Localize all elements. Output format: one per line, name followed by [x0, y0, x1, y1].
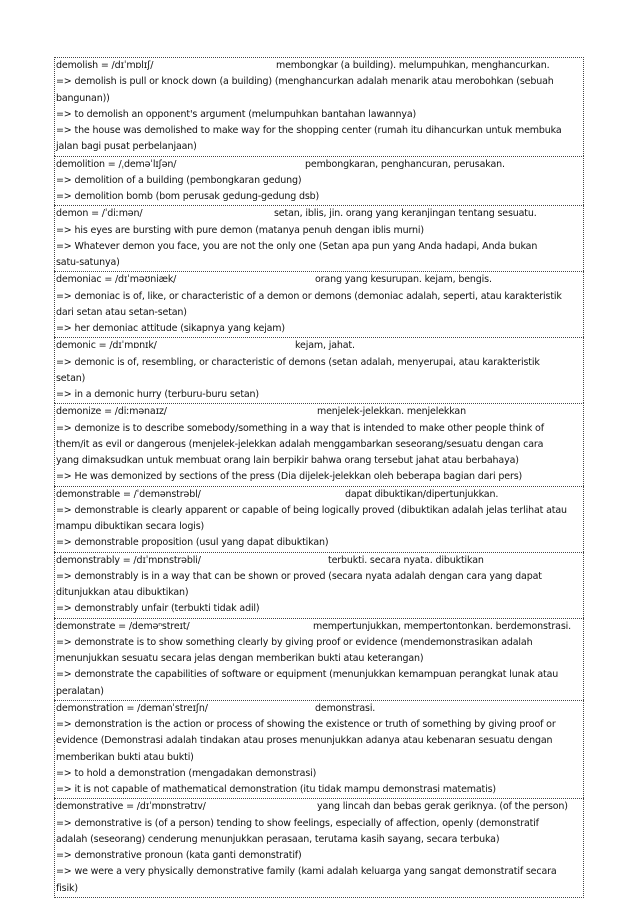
entry-meaning: mempertunjukkan, mempertontonkan. berdemonstrasi.	[313, 620, 571, 632]
entry-example-line: evidence (Demonstrasi adalah tindakan atau proses menunjukkan adanya atau kebenaran sesuatu dengan	[56, 735, 553, 747]
entry-example-line: => Whatever demon you face, you are not the only one (Setan apa pun yang Anda hadapi, Anda bukan	[56, 240, 538, 252]
entry-example-line: => He was demonized by sections of the press (Dia dijelek-jelekkan oleh beberapa bagian dari pers)	[56, 471, 523, 483]
entry-example-line: menunjukkan sesuatu secara jelas dengan memberikan bukti atau keterangan)	[56, 653, 424, 664]
entry-example-line: => in a demonic hurry (terburu-buru setan)	[56, 389, 259, 400]
dictionary-entry	[54, 552, 584, 618]
entry-example-line: peralatan)	[56, 685, 104, 697]
entry-example-line: => demonstrably is in a way that can be shown or proved (secara nyata adalah dengan cara yang dapat	[56, 570, 542, 582]
entry-meaning: orang yang kesurupan. kejam, bengis.	[315, 274, 492, 286]
entry-example-line: yang dimaksudkan untuk membuat orang lain berpikir bahwa orang tersebut jahat atau berbahaya)	[56, 455, 519, 466]
entry-heading	[55, 799, 583, 815]
entry-example-line: ditunjukkan atau dibuktikan)	[56, 587, 189, 598]
entry-meaning: pembongkaran, penghancuran, perusakan.	[305, 158, 505, 170]
dictionary-entry	[54, 798, 584, 898]
entry-example-line: => to hold a demonstration (mengadakan demonstrasi)	[56, 767, 317, 779]
entry-meaning: kejam, jahat.	[295, 340, 355, 352]
entry-example-line: => demonstrate is to show something clearly by giving proof or evidence (mendemonstrasikan adalah	[56, 636, 533, 648]
entry-example-line: => demonstrative pronoun (kata ganti demonstratif)	[56, 850, 302, 861]
entry-heading	[55, 206, 583, 222]
entry-meaning: dapat dibuktikan/dipertunjukkan.	[345, 488, 499, 500]
entry-example-line: dari setan atau setan-setan)	[56, 306, 187, 318]
entry-heading	[55, 553, 583, 569]
entry-term: demonstration = /demanˈstreɪʃn/	[56, 702, 208, 714]
entry-example-line: => demonstrable proposition (usul yang dapat dibuktikan)	[56, 537, 329, 549]
entry-heading	[55, 272, 583, 288]
entry-example-line: => the house was demolished to make way for the shopping center (rumah itu dihancurkan untuk membuka	[56, 125, 562, 136]
entry-example-line: => demonstrably unfair (terbukti tidak adil)	[56, 603, 260, 615]
dictionary-entry	[54, 156, 584, 206]
entry-example-line: => demoniac is of, like, or characteristic of a demon or demons (demoniac adalah, seperti, atau karakteristik	[56, 290, 562, 302]
entry-term: demoniac = /dɪˈməʊniæk/	[56, 274, 177, 286]
entry-term: demonstrate = /deməⁿstreɪt/	[56, 620, 190, 632]
entry-example-line: fisik)	[56, 882, 78, 894]
entry-example-line: them/it as evil or dangerous (menjelek-jelekkan adalah menggambarkan seseorang/sesuatu dengan cara	[56, 438, 544, 450]
entry-heading	[55, 701, 583, 717]
dictionary-entry	[54, 700, 584, 799]
dictionary-table	[54, 57, 584, 898]
entry-term: demonic = /dɪˈmɒnɪk/	[56, 340, 157, 352]
entry-example-line: => demonic is of, resembling, or characteristic of demons (setan adalah, menyerupai, atau karakteristik	[56, 356, 540, 368]
entry-term: demolition = /ˌdeməˈlɪʃən/	[56, 158, 177, 170]
entry-example-line: => demonstrative is (of a person) tending to show feelings, especially of affection, openly (demonstratif	[56, 817, 539, 829]
entry-example-line: jalan bagi pusat perbelanjaan)	[56, 141, 197, 153]
entry-example-line: => demolish is pull or knock down (a building) (menghancurkan adalah menarik atau merobohkan (sebuah	[56, 76, 554, 88]
dictionary-entry	[54, 618, 584, 700]
entry-term: demonstrative = /dɪˈmɒnstrətɪv/	[56, 801, 206, 813]
entry-example-line: => we were a very physically demonstrative family (kami adalah keluarga yang sangat demonstratif secara	[56, 866, 557, 878]
entry-example-line: => to demolish an opponent's argument (melumpuhkan bantahan lawannya)	[56, 108, 417, 120]
entry-term: demon = /ˈdiːmən/	[56, 208, 143, 220]
entry-example-line: => demonstration is the action or process of showing the existence or truth of something by giving proof or	[56, 719, 556, 730]
entry-example-line: => his eyes are bursting with pure demon (matanya penuh dengan iblis murni)	[56, 224, 424, 236]
dictionary-entry	[54, 205, 584, 271]
entry-term: demolish = /dɪˈmɒlɪʃ/	[56, 60, 154, 71]
entry-heading	[55, 338, 583, 354]
dictionary-entry	[54, 271, 584, 337]
entry-example-line: => demonstrable is clearly apparent or capable of being logically proved (dibuktikan adalah jelas terlihat atau	[56, 504, 567, 516]
dictionary-entry	[54, 403, 584, 485]
entry-example-line: => demonize is to describe somebody/something in a way that is intended to make other people think of	[56, 422, 544, 434]
dictionary-entry	[54, 57, 584, 156]
entry-heading	[55, 619, 583, 635]
entry-example-line: => demonstrate the capabilities of software or equipment (menunjukkan kemampuan perangkat lunak atau	[56, 669, 559, 681]
entry-meaning: membongkar (a building). melumpuhkan, menghancurkan.	[276, 60, 550, 71]
entry-meaning: menjelek-jelekkan. menjelekkan	[317, 406, 466, 418]
dictionary-entry	[54, 337, 584, 403]
entry-example-line: => demolition of a building (pembongkaran gedung)	[56, 174, 302, 186]
entry-meaning: demonstrasi.	[315, 702, 376, 714]
entry-example-line: adalah (seseorang) cenderung menunjukkan perasaan, terutama kasih sayang, secara terbuka)	[56, 833, 500, 845]
entry-example-line: memberikan bukti atau bukti)	[56, 751, 194, 763]
entry-heading	[55, 404, 583, 420]
entry-meaning: yang lincah dan bebas gerak geriknya. (of the person)	[317, 801, 568, 813]
entry-term: demonstrably = /dɪˈmɒnstrəbli/	[56, 554, 201, 566]
entry-example-line: bangunan))	[56, 92, 110, 104]
entry-example-line: => it is not capable of mathematical demonstration (itu tidak mampu demonstrasi matematis)	[56, 784, 496, 795]
dictionary-entry	[54, 486, 584, 552]
entry-example-line: => her demoniac attitude (sikapnya yang kejam)	[56, 323, 285, 334]
entry-example-line: => demolition bomb (bom perusak gedung-gedung dsb)	[56, 191, 320, 202]
entry-example-line: satu-satunya)	[56, 257, 120, 268]
entry-term: demonize = /diːmənaɪz/	[56, 406, 167, 418]
entry-meaning: terbukti. secara nyata. dibuktikan	[328, 554, 484, 566]
entry-meaning: setan, iblis, jin. orang yang keranjingan tentang sesuatu.	[274, 208, 537, 220]
entry-example-line: setan)	[56, 372, 86, 384]
entry-heading	[55, 157, 583, 173]
entry-heading	[55, 487, 583, 503]
entry-example-line: mampu dibuktikan secara logis)	[56, 521, 205, 532]
entry-heading	[55, 58, 583, 74]
entry-term: demonstrable = /ˈdemənstrəbl/	[56, 488, 201, 500]
